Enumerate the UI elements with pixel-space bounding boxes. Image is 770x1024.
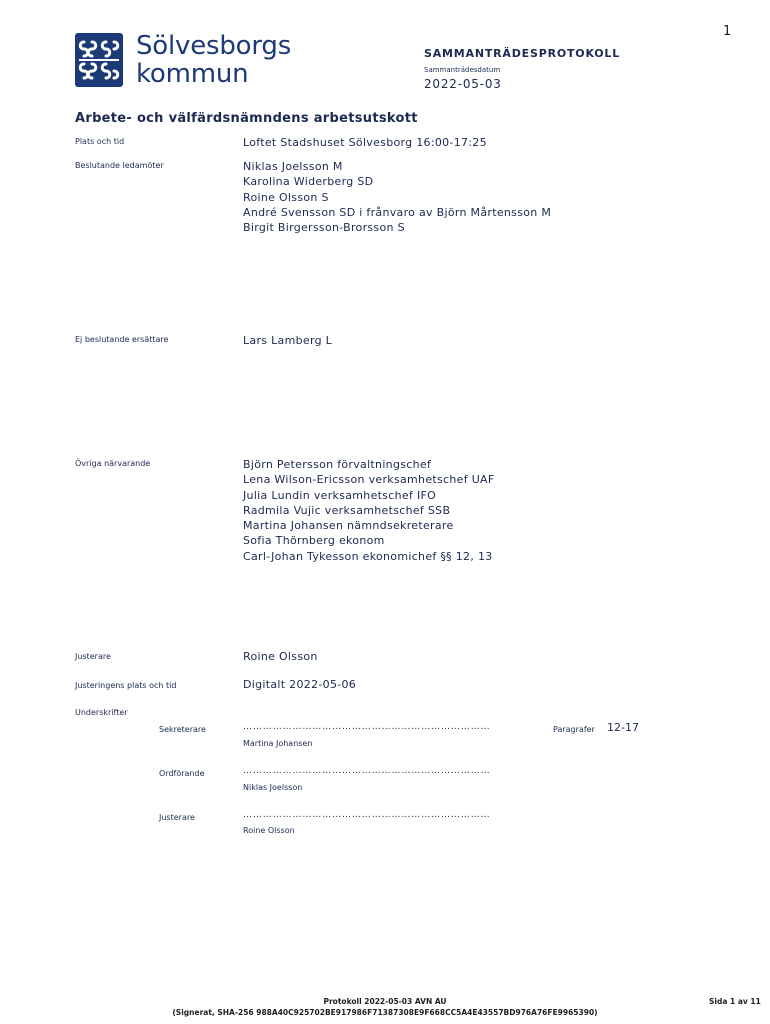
paragraphs-label: Paragrafer bbox=[553, 725, 595, 734]
committee-title: Arbete- och välfärdsnämndens arbetsutskott bbox=[75, 111, 418, 126]
meeting-date: 2022-05-03 bbox=[424, 77, 502, 91]
signature-line: ………………………………………………………………… bbox=[243, 810, 491, 820]
present-person: Julia Lundin verksamhetschef IFO bbox=[243, 488, 437, 502]
present-person: Carl-Johan Tykesson ekonomichef §§ 12, 13 bbox=[243, 549, 493, 563]
present-person: Sofia Thörnberg ekonom bbox=[243, 534, 385, 548]
meeting-date-label: Sammanträdesdatum bbox=[424, 66, 501, 74]
present-person: Björn Petersson förvaltningschef bbox=[243, 458, 432, 471]
others-present-list bbox=[243, 457, 495, 564]
adjuster-name: Roine Olsson bbox=[243, 826, 295, 835]
footer-protocol: Protokoll 2022-05-03 AVN AU bbox=[323, 997, 447, 1006]
document-type: SAMMANTRÄDESPROTOKOLL bbox=[424, 47, 621, 60]
place-time-value: Loftet Stadshuset Sölvesborg 16:00-17:25 bbox=[243, 136, 487, 149]
voting-members-list bbox=[243, 159, 551, 235]
non-voting-substitutes-value: Lars Lamberg L bbox=[243, 334, 333, 347]
secretary-name: Martina Johansen bbox=[243, 739, 313, 748]
chairman-name: Niklas Joelsson bbox=[243, 783, 303, 792]
voting-member: Birgit Birgersson-Brorsson S bbox=[243, 221, 405, 235]
signature-line: ………………………………………………………………… bbox=[243, 766, 491, 776]
signatures-label: Underskrifter bbox=[75, 708, 128, 717]
voting-members-label: Beslutande ledamöter bbox=[75, 161, 164, 170]
place-time-label: Plats och tid bbox=[75, 137, 125, 146]
voting-member: Roine Olsson S bbox=[243, 190, 329, 204]
adjustment-place-time-label: Justeringens plats och tid bbox=[75, 681, 177, 690]
present-person: Lena Wilson-Ericsson verksamhetschef UAF bbox=[243, 473, 495, 487]
adjuster-label: Justerare bbox=[75, 652, 111, 661]
municipality-logo-icon bbox=[75, 33, 123, 87]
secretary-role: Sekreterare bbox=[159, 725, 206, 734]
present-person: Martina Johansen nämndsekreterare bbox=[243, 519, 454, 533]
voting-member: Niklas Joelsson M bbox=[243, 160, 343, 173]
voting-member: André Svensson SD i frånvaro av Björn Mårtensson M bbox=[243, 205, 552, 219]
adjustment-place-time-value: Digitalt 2022-05-06 bbox=[243, 678, 357, 691]
non-voting-substitutes-label: Ej beslutande ersättare bbox=[75, 335, 169, 344]
others-present-label: Övriga närvarande bbox=[75, 459, 151, 468]
page-number: 1 bbox=[723, 24, 732, 39]
adjuster-role: Justerare bbox=[159, 813, 195, 822]
present-person: Radmila Vujic verksamhetschef SSB bbox=[243, 503, 451, 517]
logo-text-line2: kommun bbox=[136, 59, 249, 89]
paragraphs-value: 12-17 bbox=[607, 721, 639, 734]
signature-line: ………………………………………………………………… bbox=[243, 722, 491, 732]
chairman-role: Ordförande bbox=[159, 769, 205, 778]
footer-signature-hash: (Signerat, SHA-256 988A40C925702BE917986F71387308E9F668CC5A4E43557BD976A76FE9965390) bbox=[172, 1008, 598, 1017]
footer-page-count: Sida 1 av 11 bbox=[709, 997, 761, 1006]
logo-text-line1: Sölvesborgs bbox=[136, 31, 292, 61]
voting-member: Karolina Widerberg SD bbox=[243, 175, 374, 189]
adjuster-value: Roine Olsson bbox=[243, 650, 318, 663]
